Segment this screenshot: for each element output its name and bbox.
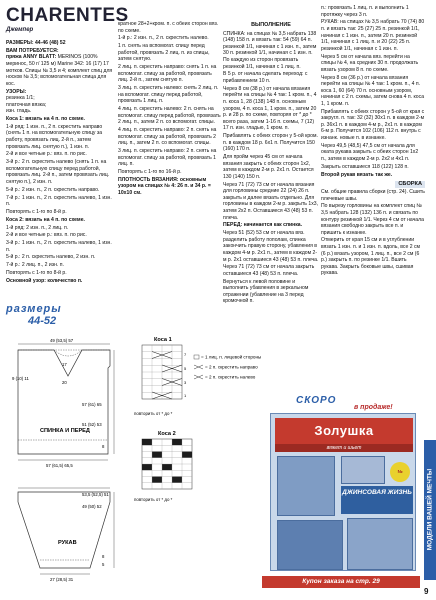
- materials-brand: пряжа ANNY BLATT:: [6, 54, 57, 61]
- ad-headline: СКОРО: [296, 395, 337, 406]
- kosa1-grid: [142, 345, 182, 399]
- kosa2-repeat: Повторять с 1-го по 8-й р.: [6, 270, 67, 276]
- svg-text:1: 1: [184, 393, 187, 398]
- kosa2-row-5: 5-й р.: 2 п. скрестить налево, 2 изн. п.: [6, 254, 96, 261]
- back-text-6: Через 71 (72) 73 см от начала вязания для горловины средние 22 (24) 26 п. закрыть и далее вязать отдельно. Для горловины в каждом 2-м р. закрыть 1х3, затем 2х2 п. Оставшиеся 43 (48) 53 п. плеча.: [223, 181, 318, 221]
- dim-sleeve-top: 53,5 (52,5) 51: [82, 492, 109, 497]
- materials-text: MERINOS (100% меринос, 50 г/ 125 м) Marine 342: 16 (17) 17 мотков. Спицы № 3,5 и 4; комплект спиц для носков № 3,5; вспомогательная спица для кос.: [6, 54, 113, 87]
- mid-text-6: 4 лиц. п. скрестить налево: 2 п. снять на вспомогат. спицу перед работой, провязать 2 лиц. п., затем 2 п. со вспомогат. спицы.: [118, 106, 221, 126]
- kosa1-repeat-label: повторить от * до *: [134, 411, 173, 416]
- instructions-heading: ВЫПОЛНЕНИЕ: [251, 22, 291, 28]
- legend-item-3: = 2 п. скрестить налево: [205, 374, 256, 380]
- sleeve-text-2: Через 5 см от начала вяз. перейти на спицы № 4, на средних 30 п. продолжать вязать узором 8 п. по схеме.: [321, 53, 419, 73]
- mid-text-2: 1-й р.: 2 изн. п., 2 п. скрестить налево.: [118, 35, 209, 42]
- garment-schematic: [10, 336, 122, 586]
- assembly-heading: СБОРКА: [395, 181, 425, 188]
- sizes-banner-range: 44-52: [28, 315, 57, 327]
- front-text-1: Через 51 (52) 53 см от начала вяз. разделить работу пополам, спинка закончить правую сторону, убавления в каждом 4-м р. 2х1 п., затем в каждом 2-м р. 2х1 оставшиеся 43 (48) 53 п. плеча.: [223, 230, 319, 263]
- dim-width-top: 49 (53,5) 57: [50, 338, 74, 343]
- label-sleeve: РУКАВ: [58, 540, 77, 546]
- front-text-2: Через 71 (72) 73 см от начала закрыть оставшиеся 43 (48) 53 п. плеча.: [223, 264, 315, 277]
- assembly-text-3: Отмерить от края 15 см и в углублении вязать 1 изн. п. и 1 изн. п. вдоль, все 2 см (6 р.) вязать узором, 1 лиц. п., все 2 см (6 р.) закрыть п. по резинке 1/1. Вшить рукава. Закрыть боковые швы, сшивая рукава.: [321, 237, 420, 277]
- back-text-2: В 5 р. от начала сделать переход: с прибавлением 10 п.: [223, 71, 308, 84]
- dim-sleeve-length: 49 (50) 52: [82, 504, 102, 509]
- side-logo-text: МОДЕЛИ ВАШЕЙ МЕЧТЫ: [426, 468, 434, 551]
- page-subtitle: Джемпер: [6, 27, 34, 33]
- sleeve-text-6: Закрыть оставшиеся 118 (122) 128 п.: [321, 163, 409, 170]
- dim-width-bottom: 57 (61,5) 65,5: [46, 463, 73, 468]
- pattern-1: резинка 1/1;: [6, 95, 35, 102]
- kosa1-row-7: 7-й р.: 1 изн. п., 2 п. скрестить налево, 1 изн. п.: [6, 194, 112, 208]
- sizes-banner-label: размеры: [6, 303, 62, 315]
- kosa1-title: Коса 1: [154, 337, 172, 343]
- dim-neck: 20: [62, 380, 67, 385]
- column-right: [321, 5, 425, 315]
- legend-item-2: = 2 п. скрестить направо: [205, 364, 258, 370]
- cover-photo-2: [341, 456, 385, 484]
- mid-text-1: кратное 28+2+кром. п. с обеих сторон вяз. по схеме.: [118, 21, 219, 34]
- coupon-link[interactable]: Купон заказа на стр. 29: [262, 576, 420, 588]
- kosa2-row-7: 7-й р.: 2 лиц. п., 2 изн. п.: [6, 262, 64, 269]
- sizes-text: РАЗМЕРЫ: 44-46 (48) 52: [6, 40, 66, 46]
- kosa2-grid: [142, 439, 192, 489]
- back-text-1: СПИНКА: на спицах № 3,5 набрать 138 (148) 158 п. и вязать так: 54 (59) 64 п. резинкой 1/1, начиная с 1 изн. п., затем 30 п. резинкой 1/1, начиная с 1 изн. п. По каждую из сторон провязать резинкой 1/1, начиная с 1 лиц. п.: [223, 30, 317, 70]
- kosa2-row-3: 3-й р.: 1 изн. п., 2 п. скрестить налево, 1 изн. п.: [6, 240, 112, 253]
- mid-text-8: 3 лиц. п. скрестить направо: 2 п. снять на вспомогат. спицу за работой, провязать 1 лиц. п.: [118, 148, 217, 168]
- kosa2-repeat-label: повторить от * до *: [134, 497, 173, 502]
- pattern-2: платочная вязка;: [6, 101, 47, 108]
- kosa2-row-1: 1-й ряд: 2 изн. п., 2 лиц. п.: [6, 224, 69, 231]
- magazine-cover[interactable]: [270, 413, 416, 571]
- mid-text-4: 2 лиц. п. скрестить направо: снять 1 п. на вспомогат. спицу за работой, провязать лиц. 2-й п., затем снятую п.: [118, 64, 217, 84]
- assembly-text-2: По вырезу горловины на комплект спиц № 3,5 набрать 128 (132) 136 п. и связать по контуру резинкой 1/1. Через 4 см от начала вязания свободно закрыть все п. и пришить к изнанке.: [321, 203, 424, 236]
- dim-side: 9 (10) 11: [12, 376, 29, 381]
- schematic-svg: [10, 336, 122, 586]
- assembly-text-1: См. общие правила сборки (стр. 24). Сшить плечевые швы.: [321, 188, 425, 202]
- patterns-heading: УЗОРЫ:: [6, 88, 27, 95]
- sleeve-text-1: РУКАВ: на спицах № 3,5 набрать 70 (74) 80 п. и вязать так: 25 (27) 25 п. резинкой 1/1, начиная с 1 изн. п., затем 20 п. резинкой 1/1, начиная с 1 лиц. п. и 20 (22) 25 п. резинкой 1/1, начиная с 1 изн. п.: [321, 19, 425, 52]
- cover-badge: №: [390, 462, 410, 482]
- sizes-banner: [6, 303, 106, 333]
- materials-heading: ВАМ ПОТРЕБУЕТСЯ:: [6, 47, 59, 54]
- column-instructions: [223, 21, 319, 341]
- front-text-3: Вернуться к левой половине и выполнить убавления в зеркальном отражении (убавление на 3 перед кромочной п.: [223, 278, 309, 305]
- page-number: 9: [424, 587, 429, 596]
- column-left: [6, 40, 114, 298]
- sleeve-text-4: Прибавлять с обеих сторон у 5-ой от края с закругл. п. так: 32 (32) 30х1 п. в каждом 2-м р. 36х1 п. в каждом 4-м р., 2х1 п. в каждом 6-м р. Получится 102 (106) 112 п. внутрь с изнанк. новые п. в изнанке.: [321, 108, 425, 142]
- column-middle: [118, 21, 221, 343]
- mid-text-3: 1 п. снять на вспомогат. спицу перед работой, провязать 2 лиц. п. из спицы, затем снятую.: [118, 43, 210, 63]
- kosa2-row-2: 2-й и все четные р.: вяз. п. по рис.: [6, 232, 87, 239]
- side-logo: [424, 440, 436, 580]
- right-text-1: п.: провязать 1 лиц. п. и выполнить 1 протяжку через 3 п.: [321, 5, 409, 18]
- kosa1-heading: Коса 1: вязать на 4 п. по схеме.: [6, 116, 85, 123]
- dim-front-height: 57 (61) 65: [82, 402, 102, 407]
- kosa2-heading: Коса 2: вязать на 4 п. по схеме.: [6, 216, 85, 223]
- sleeve-text-5: Через 49,5 (48,5) 47,5 см от начала для оката рукава закрыть с обеих сторон 1х2 п., затем в каждом 2-м р. 2х2 и 4х1 п.: [321, 142, 419, 162]
- magazine-title: Золушка: [275, 418, 413, 444]
- pattern-3: изн. гладь.: [6, 108, 32, 115]
- magazine-subtitle: вяжет и шьет: [275, 444, 413, 452]
- dim-armhole-height: 51 (52) 53: [82, 422, 102, 427]
- cover-photo-4: [347, 518, 413, 570]
- cover-photo-3: [277, 520, 343, 570]
- svg-text:3: 3: [184, 380, 187, 385]
- kosa1-row-3: 3-й р.: 2 п. скрестить налево (снять 1 п. на вспомогательную спицу перед работой, провязать лиц. 2-й п., затем провязать лиц. снятую п.), 2 изн. п.: [6, 159, 110, 185]
- front-heading: ПЕРЕД: начинается как спинка.: [223, 222, 303, 229]
- dim-sleeve-b: 5: [102, 562, 105, 567]
- kosa1-row-5: 5-й р.: 2 изн. п., 2 п. скрестить направо.: [6, 186, 100, 193]
- cover-band: ДЖИНСОВАЯ ЖИЗНЬ: [341, 486, 413, 514]
- mid-text-5: 3 лиц. п. скрестить налево: снять 2 лиц. п. на вспомогат. спицу перед работой, провязать 1 лиц. п.: [118, 85, 219, 105]
- main-pattern-heading: Основной узор: количество п.: [6, 277, 83, 284]
- kosa1-repeat: Повторять с 1-го по 8-й р.: [6, 208, 67, 215]
- kosa1-row-numbers: [184, 352, 187, 398]
- legend-item-1: = 1 лиц. п. лицевой стороны: [201, 354, 262, 360]
- cover-photo-1: [277, 456, 335, 516]
- mid-text-7: 4 лиц. п. скрестить направо: 2 п. снять на вспомогат. спицу за работой, провязать 2 лиц. п., затем 2 п. со вспомогат. спицы.: [118, 127, 217, 147]
- gauge-text: ПЛОТНОСТЬ ВЯЗАНИЯ: основным узором на спицах № 4: 26 п. и 34 р. = 10х10 см.: [118, 176, 211, 196]
- page-title: CHARENTES: [6, 5, 129, 26]
- kosa2-title: Коса 2: [158, 431, 176, 437]
- svg-text:7: 7: [184, 352, 187, 357]
- kosa1-row-1: 1-й ряд: 1 изн. п., 2 п. скрестить направо (снять 1 п. на вспомогательную спицу за работу, провязать лиц. 2-й п., затем провязать лиц. снятую п.), 1 изн. п.: [6, 123, 103, 150]
- ad-headline-sub: в продаже!: [354, 404, 393, 411]
- dim-cuff-width: 27 (28,5) 31: [50, 577, 74, 582]
- kosa1-row-2: 2-й и все четные р.: вяз. п. по рис.: [6, 151, 87, 158]
- dim-hem-height: 8: [102, 444, 105, 449]
- chart-legend: [194, 354, 261, 380]
- second-sleeve-text: Второй рукав вязать так же.: [321, 171, 393, 178]
- svg-text:5: 5: [184, 366, 187, 371]
- mid-text-9: Повторять с 1-го по 16-й р.: [118, 168, 182, 175]
- back-text-4: Прибавлять с обеих сторон у 5-ой кром. п. в каждом 18 р. 6х1 п. Получится 150 (160) 170 п.: [223, 133, 318, 153]
- back-text-3: Через 8 см (38 р.) от начала вязания перейти на спицы № 4 так: 1 кром. п., 4 п. коса 1, 28 (138) 148 п. основным узором, 4 п. коса 1, 1 кром. п., затем 20 р. и 28 р. по схеме, повторяя от * до * всего раза, затем 1-16 п. схемы, 7 (12) 17 п. изн. гладью, 1 кром. п.: [223, 85, 317, 132]
- label-back-front: СПИНКА И ПЕРЕД: [40, 428, 90, 434]
- sleeve-text-3: Через 8 см (36 р.) от начала вязания перейти на спицы № 4 так: 1 кром. п., 4 п. коса 1, 60 (64) 70 п. основным узором, начиная с 2 п. схемы, затем снова 4 п. коса 1, 1 кром. п.: [321, 74, 425, 107]
- dim-neck-height: 17: [62, 362, 67, 367]
- dim-sleeve-a: 8: [102, 554, 105, 559]
- back-text-5: Для пройм через 45 см от начала вязания закрыть с обеих сторон 1х2, затем в каждом 2-м р. 2х1 п. Остается 130 (140) 150 п.: [223, 154, 314, 180]
